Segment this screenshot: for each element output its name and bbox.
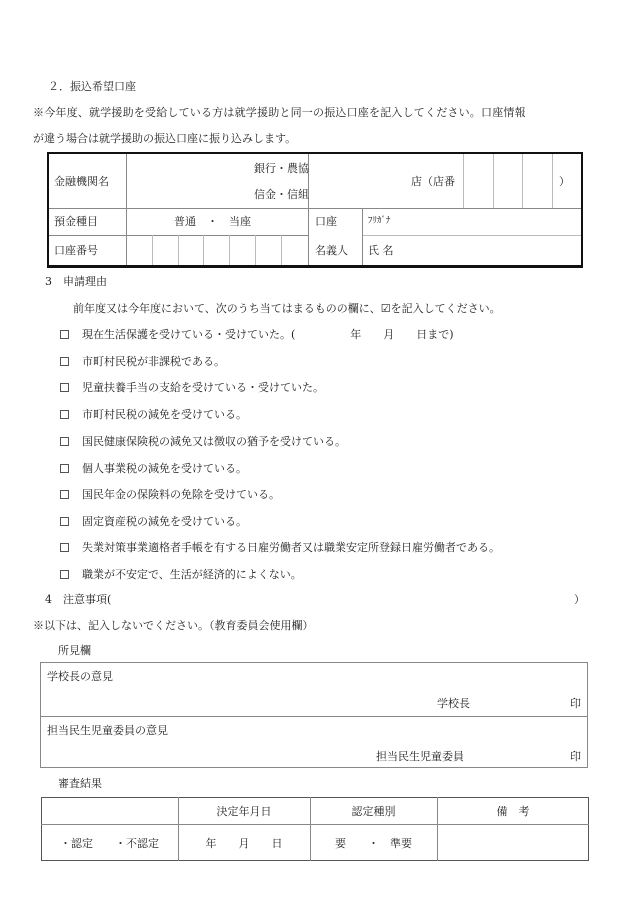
account-number-input[interactable] xyxy=(126,235,308,265)
table-border-left xyxy=(47,152,49,268)
col-divider xyxy=(362,208,363,265)
account-holder-label-2: 名義人 xyxy=(315,244,348,257)
checkbox-icon[interactable] xyxy=(60,437,69,446)
checkbox-icon[interactable] xyxy=(60,410,69,419)
furigana-label: ﾌﾘｶﾞﾅ xyxy=(368,216,391,226)
result-decision-date[interactable]: 年 月 日 xyxy=(205,837,283,850)
reason-item[interactable] xyxy=(60,463,247,474)
opinion-divider xyxy=(40,716,588,717)
principal-sign-label: 学校長 xyxy=(437,697,470,710)
reason-item[interactable] xyxy=(60,382,324,393)
result-header-remarks: 備 考 xyxy=(496,805,530,818)
checkbox-icon[interactable] xyxy=(60,570,69,579)
reason-item[interactable] xyxy=(60,436,346,447)
office-use-note: ※以下は、記入しないでください。（教育委員会使用欄） xyxy=(33,619,314,632)
deposit-type-label: 預金種目 xyxy=(54,215,98,228)
result-row-divider xyxy=(41,824,589,825)
welfare-sign-label: 担当民生児童委員 xyxy=(376,750,464,763)
opinion-heading: 所見欄 xyxy=(58,644,91,657)
branch-number-input[interactable] xyxy=(463,154,581,208)
seal-mark: 印 xyxy=(570,697,581,710)
result-header-decision-date: 決定年月日 xyxy=(216,805,272,818)
section2-note-line2: が違う場合は就学援助の振込口座に振り込みします。 xyxy=(33,132,297,145)
branch-label: 店（店番 xyxy=(411,175,455,188)
principal-opinion-label: 学校長の意見 xyxy=(47,670,113,683)
name-label: 氏 名 xyxy=(368,244,394,257)
section4-close: ） xyxy=(574,593,585,606)
reason-label: 職業が不安定で、生活が経済的によくない。 xyxy=(82,568,302,581)
reason-label: 失業対策事業適格者手帳を有する日雇労働者又は職業安定所登録日雇労働者である。 xyxy=(82,541,500,554)
result-header-certification-type: 認定種別 xyxy=(351,805,396,818)
deposit-type-options[interactable]: 普通 ・ 当座 xyxy=(174,215,251,228)
section2-note-line1: ※今年度、就学援助を受給している方は就学援助と同一の振込口座を記入してください。口座情報 xyxy=(33,106,526,119)
institution-types-line2[interactable]: 信金・信組 xyxy=(254,188,309,201)
reason-item[interactable] xyxy=(60,489,280,500)
reason-label: 個人事業税の減免を受けている。 xyxy=(82,462,247,475)
checkbox-icon[interactable] xyxy=(60,464,69,473)
name-input[interactable] xyxy=(400,236,580,265)
reason-item[interactable] xyxy=(60,409,247,420)
reason-item[interactable] xyxy=(60,356,225,367)
result-approval-options[interactable]: ・認定 ・不認定 xyxy=(60,837,159,850)
reason-item[interactable] xyxy=(60,516,247,527)
furigana-input[interactable] xyxy=(400,209,580,235)
reason-label: 固定資産税の減免を受けている。 xyxy=(82,515,247,528)
opinion-box xyxy=(40,662,588,768)
reason-label: 現在生活保護を受けている・受けていた。( 年 月 日まで) xyxy=(82,328,454,341)
reason-label: 国民健康保険税の減免又は徴収の猶予を受けている。 xyxy=(82,435,346,448)
checkbox-icon[interactable] xyxy=(60,543,69,552)
reason-item[interactable] xyxy=(60,569,302,580)
section3-instruction: 前年度又は今年度において、次のうち当てはまるものの欄に、☑を記入してください。 xyxy=(73,302,501,315)
reason-label: 国民年金の保険料の免除を受けている。 xyxy=(82,488,280,501)
account-holder-label-1: 口座 xyxy=(315,215,337,228)
welfare-opinion-label: 担当民生児童委員の意見 xyxy=(47,724,168,737)
checkbox-icon[interactable] xyxy=(60,517,69,526)
reason-label: 児童扶養手当の支給を受けている・受けていた。 xyxy=(82,381,324,394)
checkbox-icon[interactable] xyxy=(60,490,69,499)
institution-types-line1[interactable]: 銀行・農協 xyxy=(254,162,309,175)
section3-heading: 3 申請理由 xyxy=(45,275,107,288)
section2-heading: ２．振込希望口座 xyxy=(48,80,136,93)
branch-close: ） xyxy=(559,175,570,188)
checkbox-icon[interactable] xyxy=(60,357,69,366)
reason-label: 市町村民税の減免を受けている。 xyxy=(82,408,247,421)
table-border-right xyxy=(581,152,583,268)
reason-label: 市町村民税が非課税である。 xyxy=(82,355,225,368)
seal-mark: 印 xyxy=(570,750,581,763)
table-border-bottom xyxy=(47,265,583,268)
checkbox-icon[interactable] xyxy=(60,383,69,392)
institution-label: 金融機関名 xyxy=(54,175,109,188)
reason-item[interactable] xyxy=(60,329,454,340)
reason-item[interactable] xyxy=(60,542,500,553)
section4-heading: 4 注意事項( xyxy=(45,593,112,606)
account-number-label: 口座番号 xyxy=(54,244,98,257)
checkbox-icon[interactable] xyxy=(60,330,69,339)
result-certification-type[interactable]: 要 ・ 準要 xyxy=(335,837,412,850)
result-heading: 審査結果 xyxy=(58,777,102,790)
notes-input[interactable] xyxy=(125,590,570,606)
